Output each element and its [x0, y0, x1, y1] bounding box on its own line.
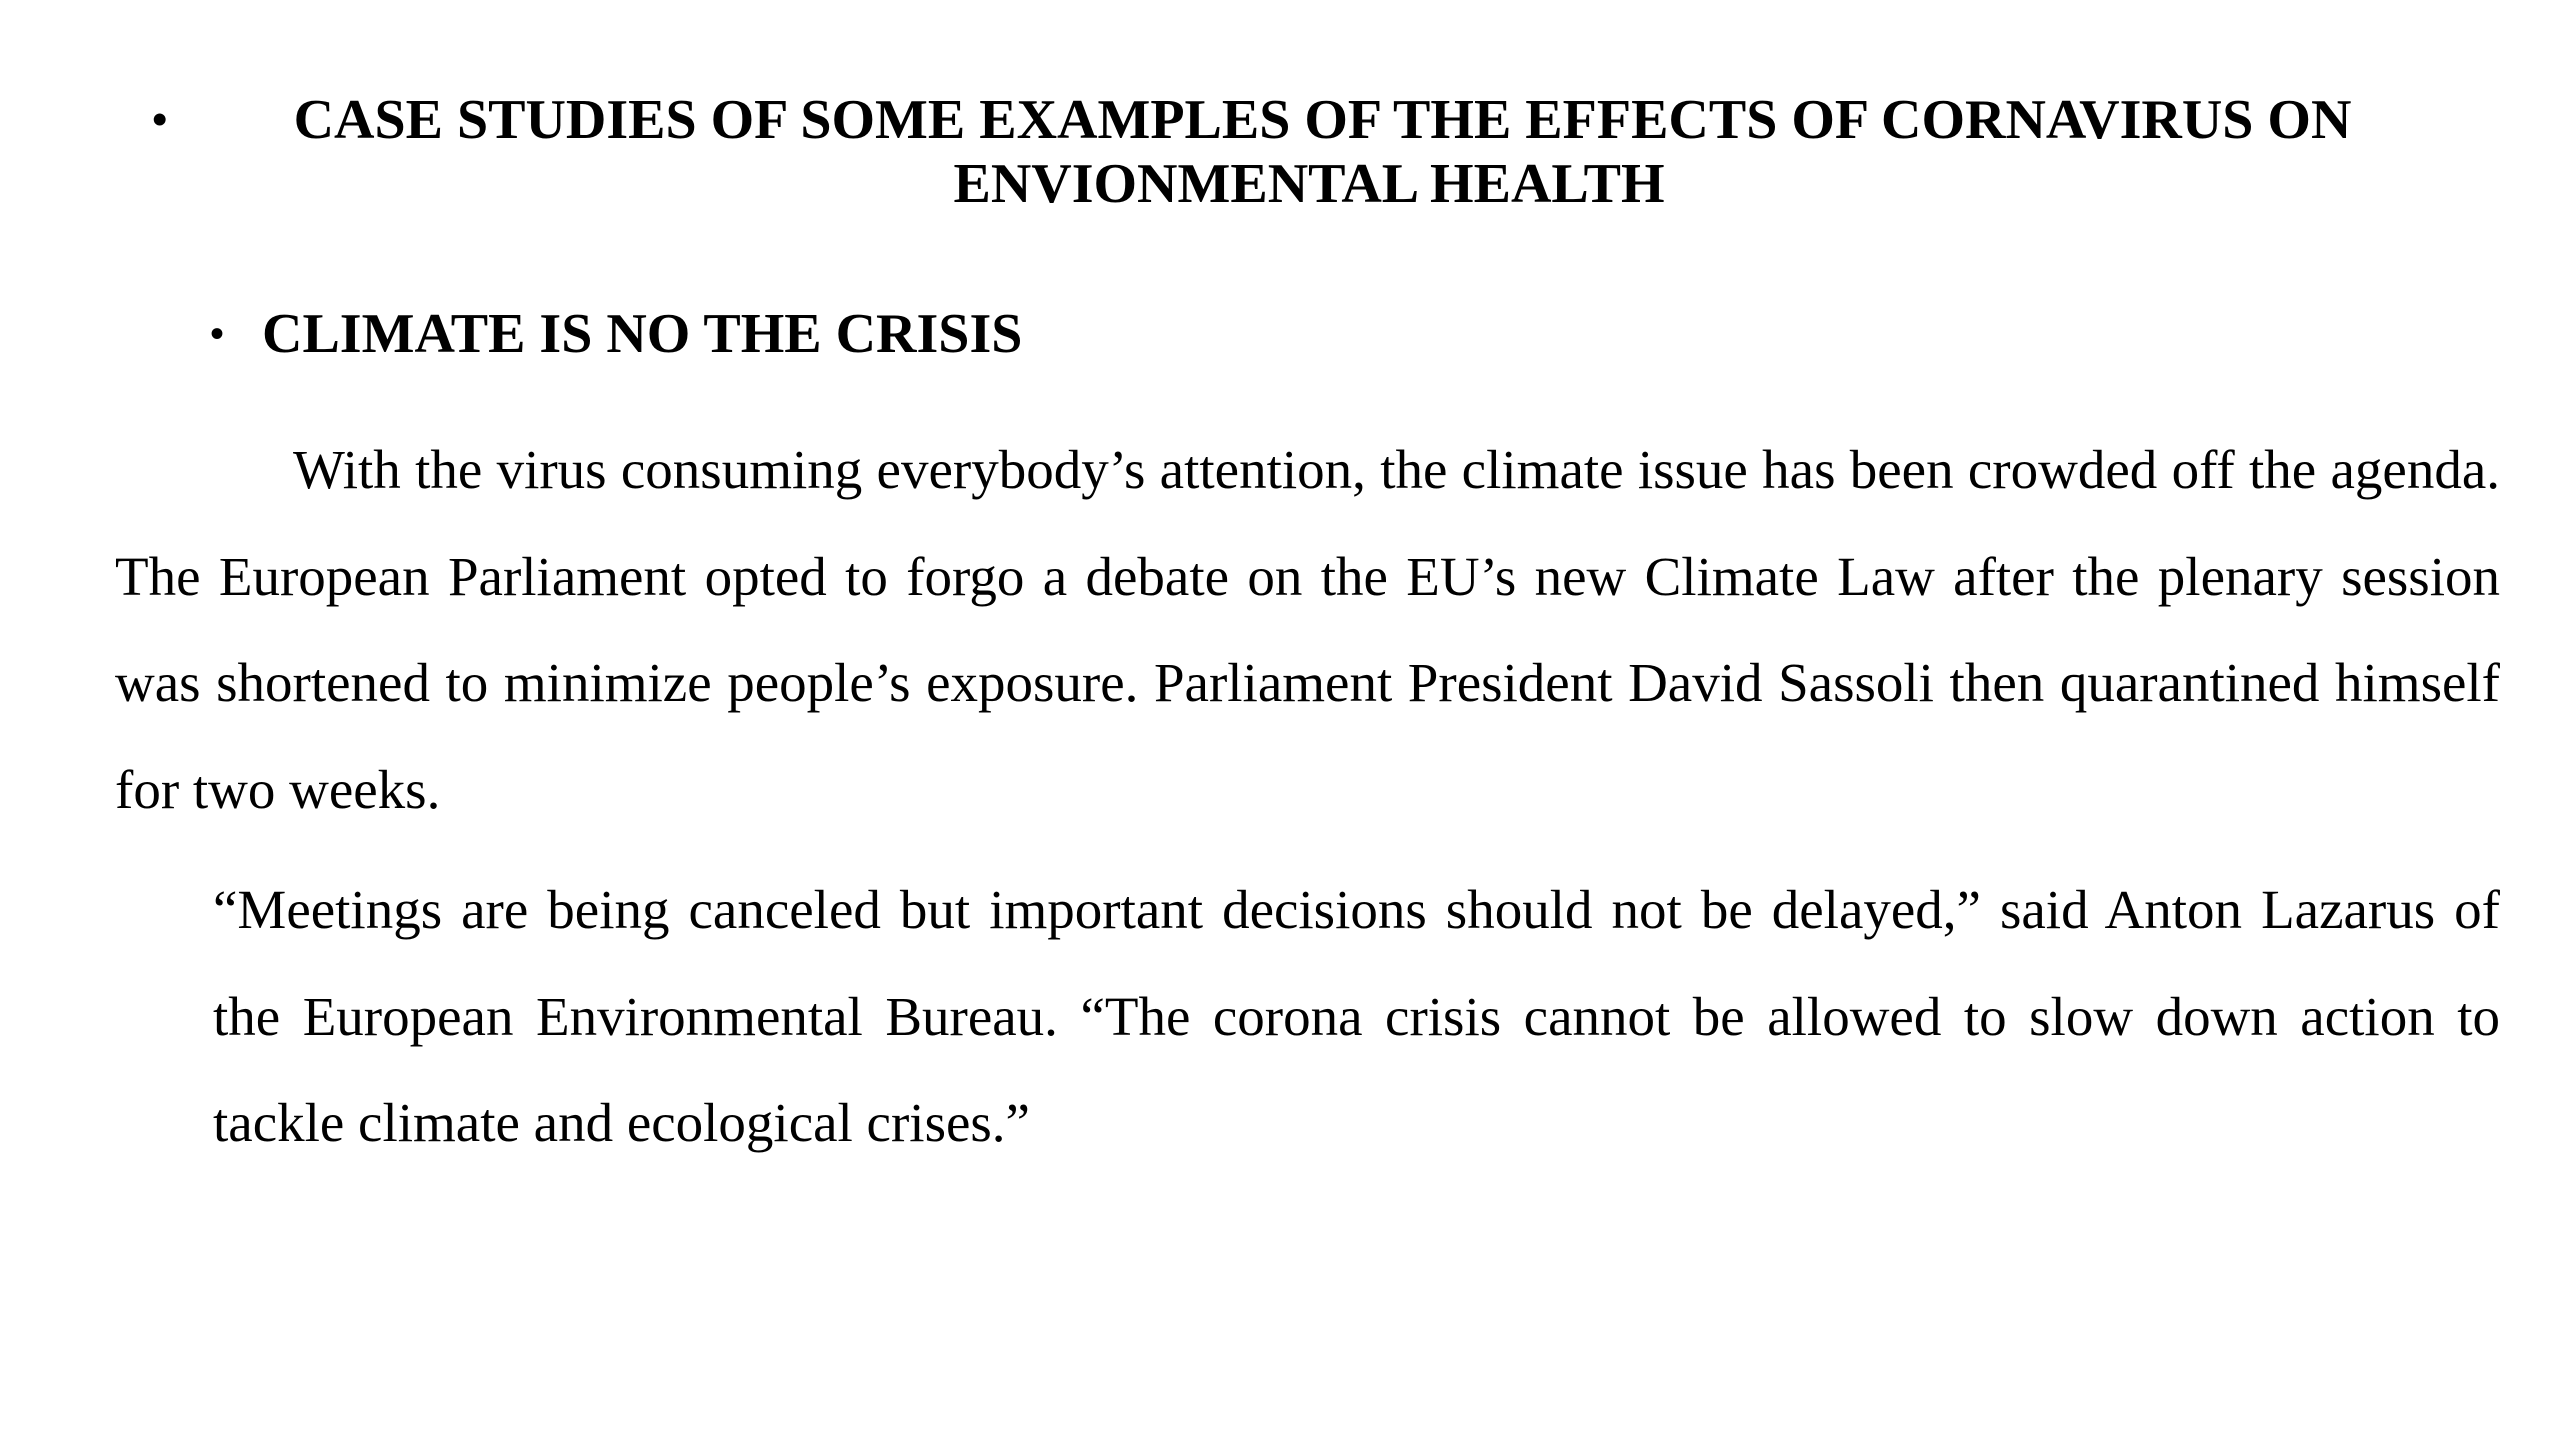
page-title: [0, 88, 2560, 216]
heading-bullet: •: [152, 95, 168, 144]
page-title-line-1: CASE STUDIES OF SOME EXAMPLES OF THE EFFECTS OF CORNAVIRUS ON: [293, 89, 2352, 151]
body-paragraph-1: With the virus consuming everybody’s attention, the climate issue has been crowded off the agenda. The European Parliament opted to forgo a debate on the EU’s new Climate Law after the plenary session was shortened to minimize people’s exposure. Parliament President David Sassoli then quarantined himself for two weeks.: [115, 439, 2500, 820]
page-title-line-2: ENVIONMENTAL HEALTH: [953, 153, 1665, 215]
subheading-bullet: •: [210, 311, 225, 356]
section-heading: CLIMATE IS NO THE CRISIS: [262, 303, 1023, 365]
body-paragraph-2: “Meetings are being canceled but important decisions should not be delayed,” said Anton Lazarus of the European Environmental Bureau. “The corona crisis cannot be allowed to slow down action to tackle climate and ecological crises.”: [213, 879, 2500, 1153]
